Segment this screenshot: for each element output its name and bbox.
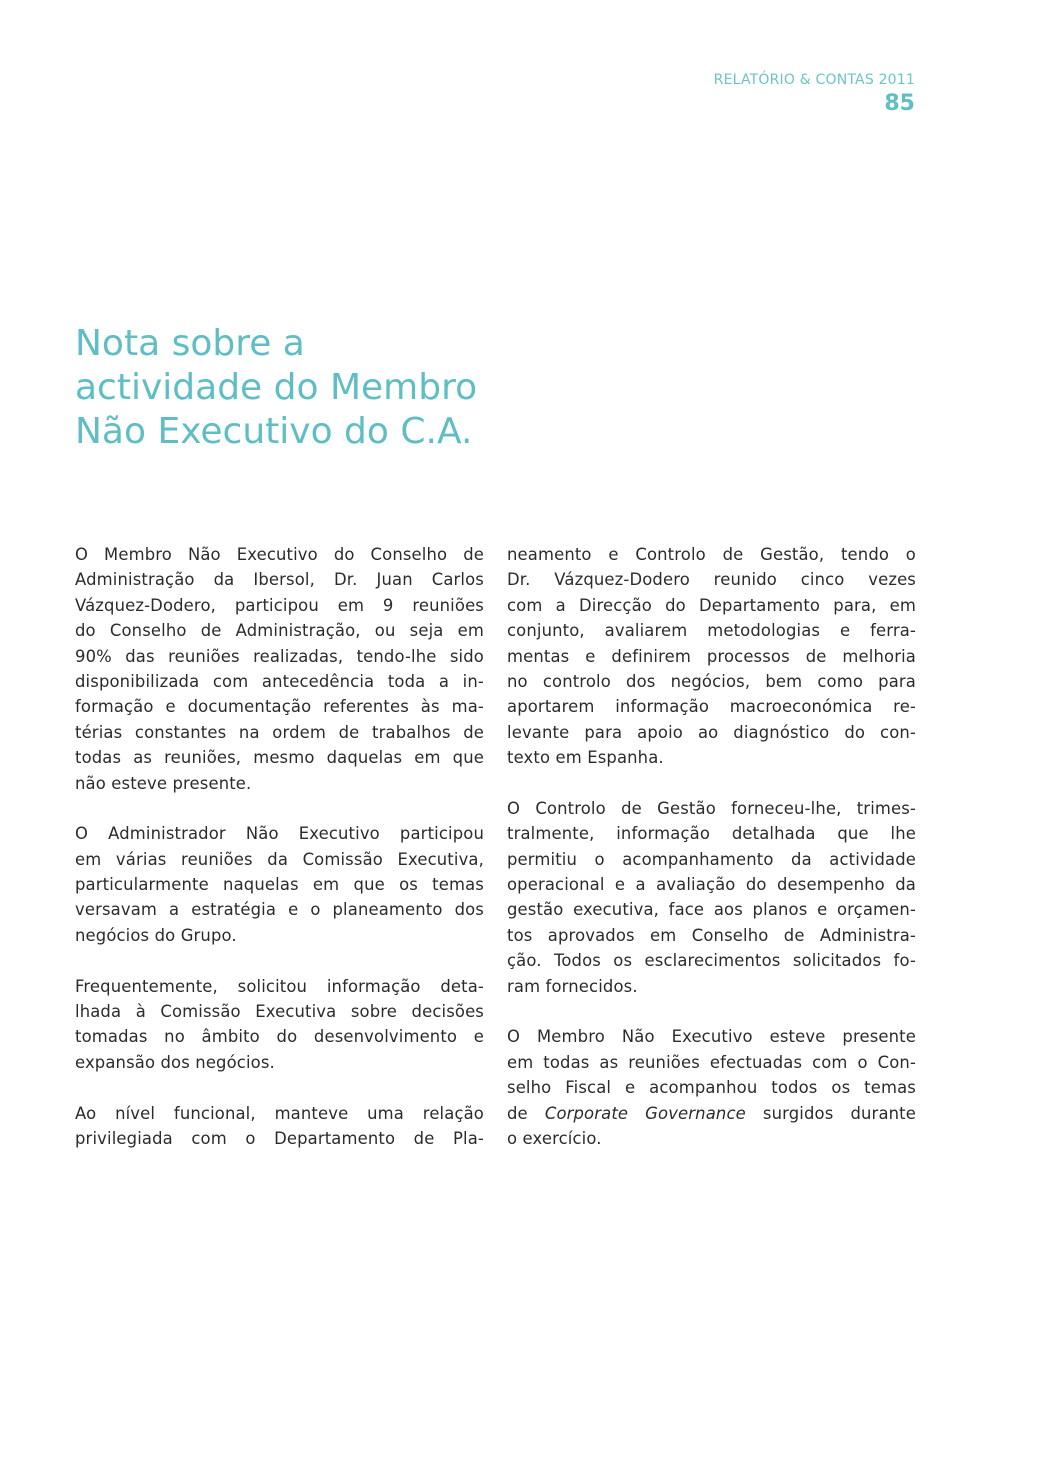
paragraph [507, 542, 916, 771]
text-line: O Administrador Não Executivo participou [75, 824, 484, 844]
paragraph [75, 542, 484, 796]
text-line: particularmente naquelas em que os temas [75, 875, 484, 895]
page-number: 85 [884, 91, 915, 116]
text-line: aportarem informação macroeconómica re- [507, 697, 916, 717]
text-line: conjunto, avaliarem metodologias e ferra- [507, 621, 916, 641]
text-line: permitiu o acompanhamento da actividade [507, 849, 916, 869]
text-line: levante para apoio ao diagnóstico do con- [507, 722, 916, 742]
text-line: em várias reuniões da Comissão Executiva, [75, 849, 484, 869]
paragraph [75, 1101, 484, 1152]
text-line: tos aprovados em Conselho de Administra- [507, 925, 916, 945]
text-line: privilegiada com o Departamento de Pla- [75, 1128, 484, 1148]
text-line: ção. Todos os esclarecimentos solicitados fo- [507, 951, 916, 971]
text-line: tomadas no âmbito do desenvolvimento e [75, 1027, 484, 1047]
text-line: o exercício. [507, 1128, 602, 1148]
text-line: selho Fiscal e acompanhou todos os temas [507, 1078, 916, 1098]
text-line: ram fornecidos. [507, 976, 638, 996]
text-line: mentas e definirem processos de melhoria [507, 646, 916, 666]
page-header [714, 70, 915, 117]
text-line: gestão executiva, face aos planos e orçamen- [507, 900, 916, 920]
text-line: operacional e a avaliação do desempenho da [507, 875, 916, 895]
left-text-column [75, 542, 484, 1151]
text-line: em todas as reuniões efectuadas com o Con- [507, 1052, 916, 1072]
text-line: térias constantes na ordem de trabalhos de [75, 722, 484, 742]
text-line: do Conselho de Administração, ou seja em [75, 621, 484, 641]
right-text-column [507, 542, 916, 1151]
text-line: disponibilizada com antecedência toda a in- [75, 671, 484, 691]
text-line: texto em Espanha. [507, 748, 664, 768]
section-title-line: Não Executivo do C.A. [75, 411, 473, 452]
text-line: todas as reuniões, mesmo daquelas em que [75, 748, 484, 768]
text-line: versavam a estratégia e o planeamento dos [75, 900, 484, 920]
text-line: Ao nível funcional, manteve uma relação [75, 1103, 484, 1123]
text-line: O Controlo de Gestão forneceu-lhe, trimes- [507, 798, 916, 818]
text-fragment: de [507, 1103, 545, 1123]
text-line: Administração da Ibersol, Dr. Juan Carlos [75, 570, 484, 590]
text-line [507, 1101, 916, 1126]
text-line: com a Direcção do Departamento para, em [507, 595, 916, 615]
section-title-line: actividade do Membro [75, 367, 478, 408]
paragraph [75, 821, 484, 948]
text-line: Vázquez-Dodero, participou em 9 reuniões [75, 595, 484, 615]
section-title [75, 322, 535, 454]
text-line: O Membro Não Executivo do Conselho de [75, 545, 484, 564]
text-line: O Membro Não Executivo esteve presente [507, 1027, 916, 1047]
italic-term: Corporate Governance [544, 1103, 746, 1123]
text-line: Dr. Vázquez-Dodero reunido cinco vezes [507, 570, 916, 590]
text-line: tralmente, informação detalhada que lhe [507, 824, 916, 844]
report-title: RELATÓRIO & CONTAS 2011 [713, 72, 915, 88]
text-line: neamento e Controlo de Gestão, tendo o [507, 545, 916, 564]
text-line: não esteve presente. [75, 773, 252, 793]
paragraph [75, 974, 484, 1076]
section-title-line: Nota sobre a [75, 323, 305, 364]
text-line: expansão dos negócios. [75, 1052, 275, 1072]
text-line: formação e documentação referentes às ma- [75, 697, 484, 717]
text-line: negócios do Grupo. [75, 925, 237, 945]
text-line: 90% das reuniões realizadas, tendo-lhe sido [75, 646, 484, 666]
text-line: no controlo dos negócios, bem como para [507, 671, 916, 691]
text-line: lhada à Comissão Executiva sobre decisões [75, 1002, 484, 1022]
paragraph [507, 796, 916, 999]
text-fragment: surgidos durante [745, 1103, 916, 1123]
paragraph [507, 1024, 916, 1151]
text-line: Frequentemente, solicitou informação deta- [75, 976, 484, 996]
